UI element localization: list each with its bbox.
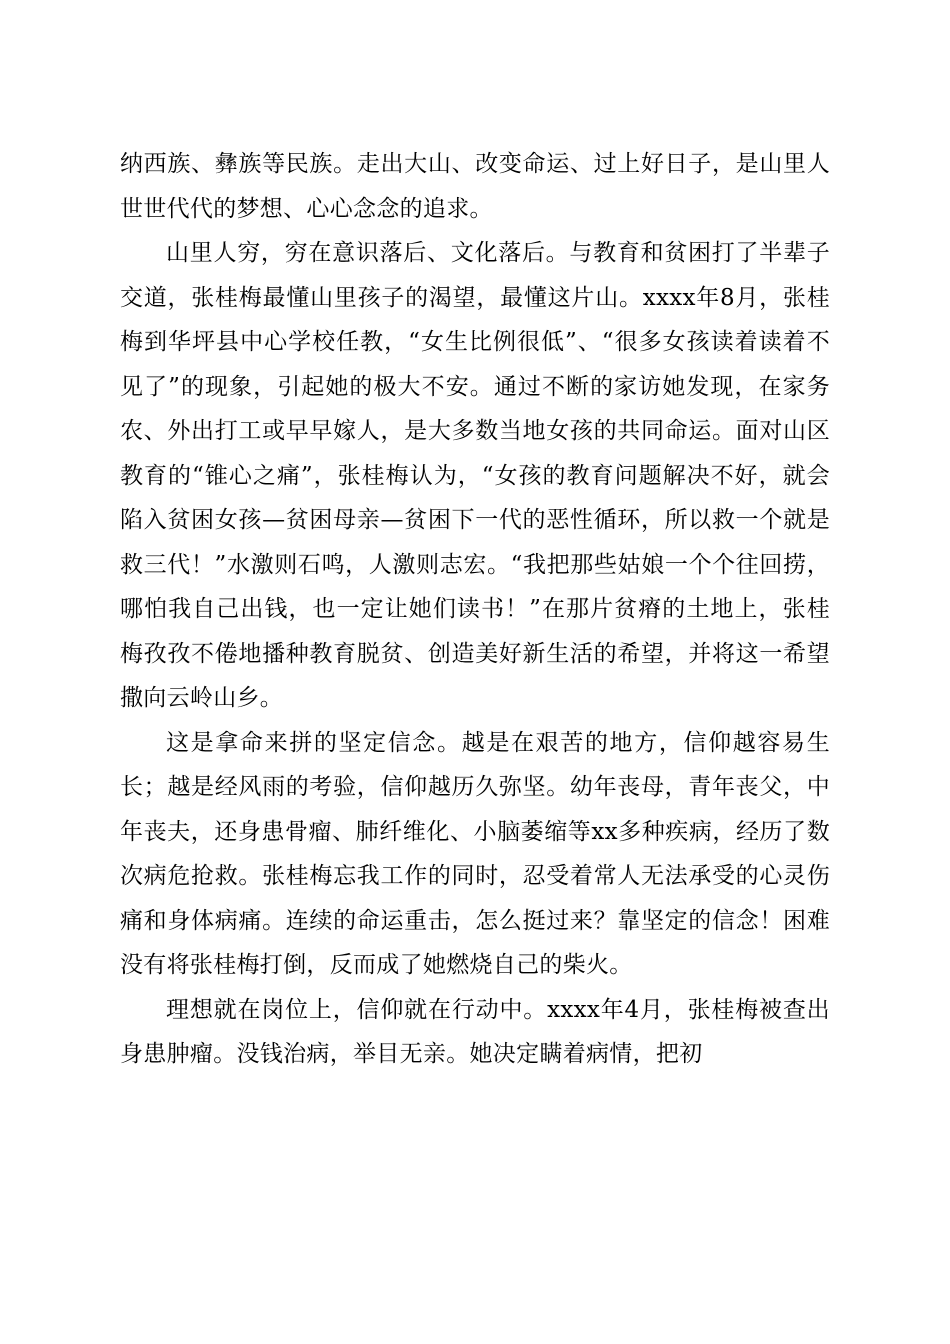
paragraph-ideals-in-action: 理想就在岗位上，信仰就在行动中。xxxx年4月，张桂梅被查出身患肿瘤。没钱治病，举目无亲。她决定瞒着病情，把初: [120, 996, 830, 1067]
paragraph-firm-belief: 这是拿命来拼的坚定信念。越是在艰苦的地方，信仰越容易生长；越是经风雨的考验，信仰越历久弥坚。幼年丧母，青年丧父，中年丧夫，还身患骨瘤、肺纤维化、小脑萎缩等xx多种疾病，经历了数次病危抢救。张桂梅忘我工作的同时，忍受着常人无法承受的心灵伤痛和身体病痛。连续的命运重击，怎么挺过来？靠坚定的信念！困难没有将张桂梅打倒，反而成了她燃烧自己的柴火。: [120, 729, 830, 978]
paragraph-continuation: 纳西族、彝族等民族。走出大山、改变命运、过上好日子，是山里人世世代代的梦想、心心念念的追求。: [120, 151, 830, 222]
document-body: [120, 142, 830, 1077]
paragraph-education-poverty: 山里人穷，穷在意识落后、文化落后。与教育和贫困打了半辈子交道，张桂梅最懂山里孩子的渴望，最懂这片山。xxxx年8月，张桂梅到华坪县中心学校任教，“女生比例很低”、“很多女孩读着读着不见了”的现象，引起她的极大不安。通过不断的家访她发现，在家务农、外出打工或早早嫁人，是大多数当地女孩的共同命运。面对山区教育的“锥心之痛”，张桂梅认为，“女孩的教育问题解决不好，就会陷入贫困女孩—贫困母亲—贫困下一代的恶性循环，所以救一个就是救三代！”水激则石鸣，人激则志宏。“我把那些姑娘一个个往回捞，哪怕我自己出钱，也一定让她们读书！”在那片贫瘠的土地上，张桂梅孜孜不倦地播种教育脱贫、创造美好新生活的希望，并将这一希望撒向云岭山乡。: [120, 240, 830, 711]
